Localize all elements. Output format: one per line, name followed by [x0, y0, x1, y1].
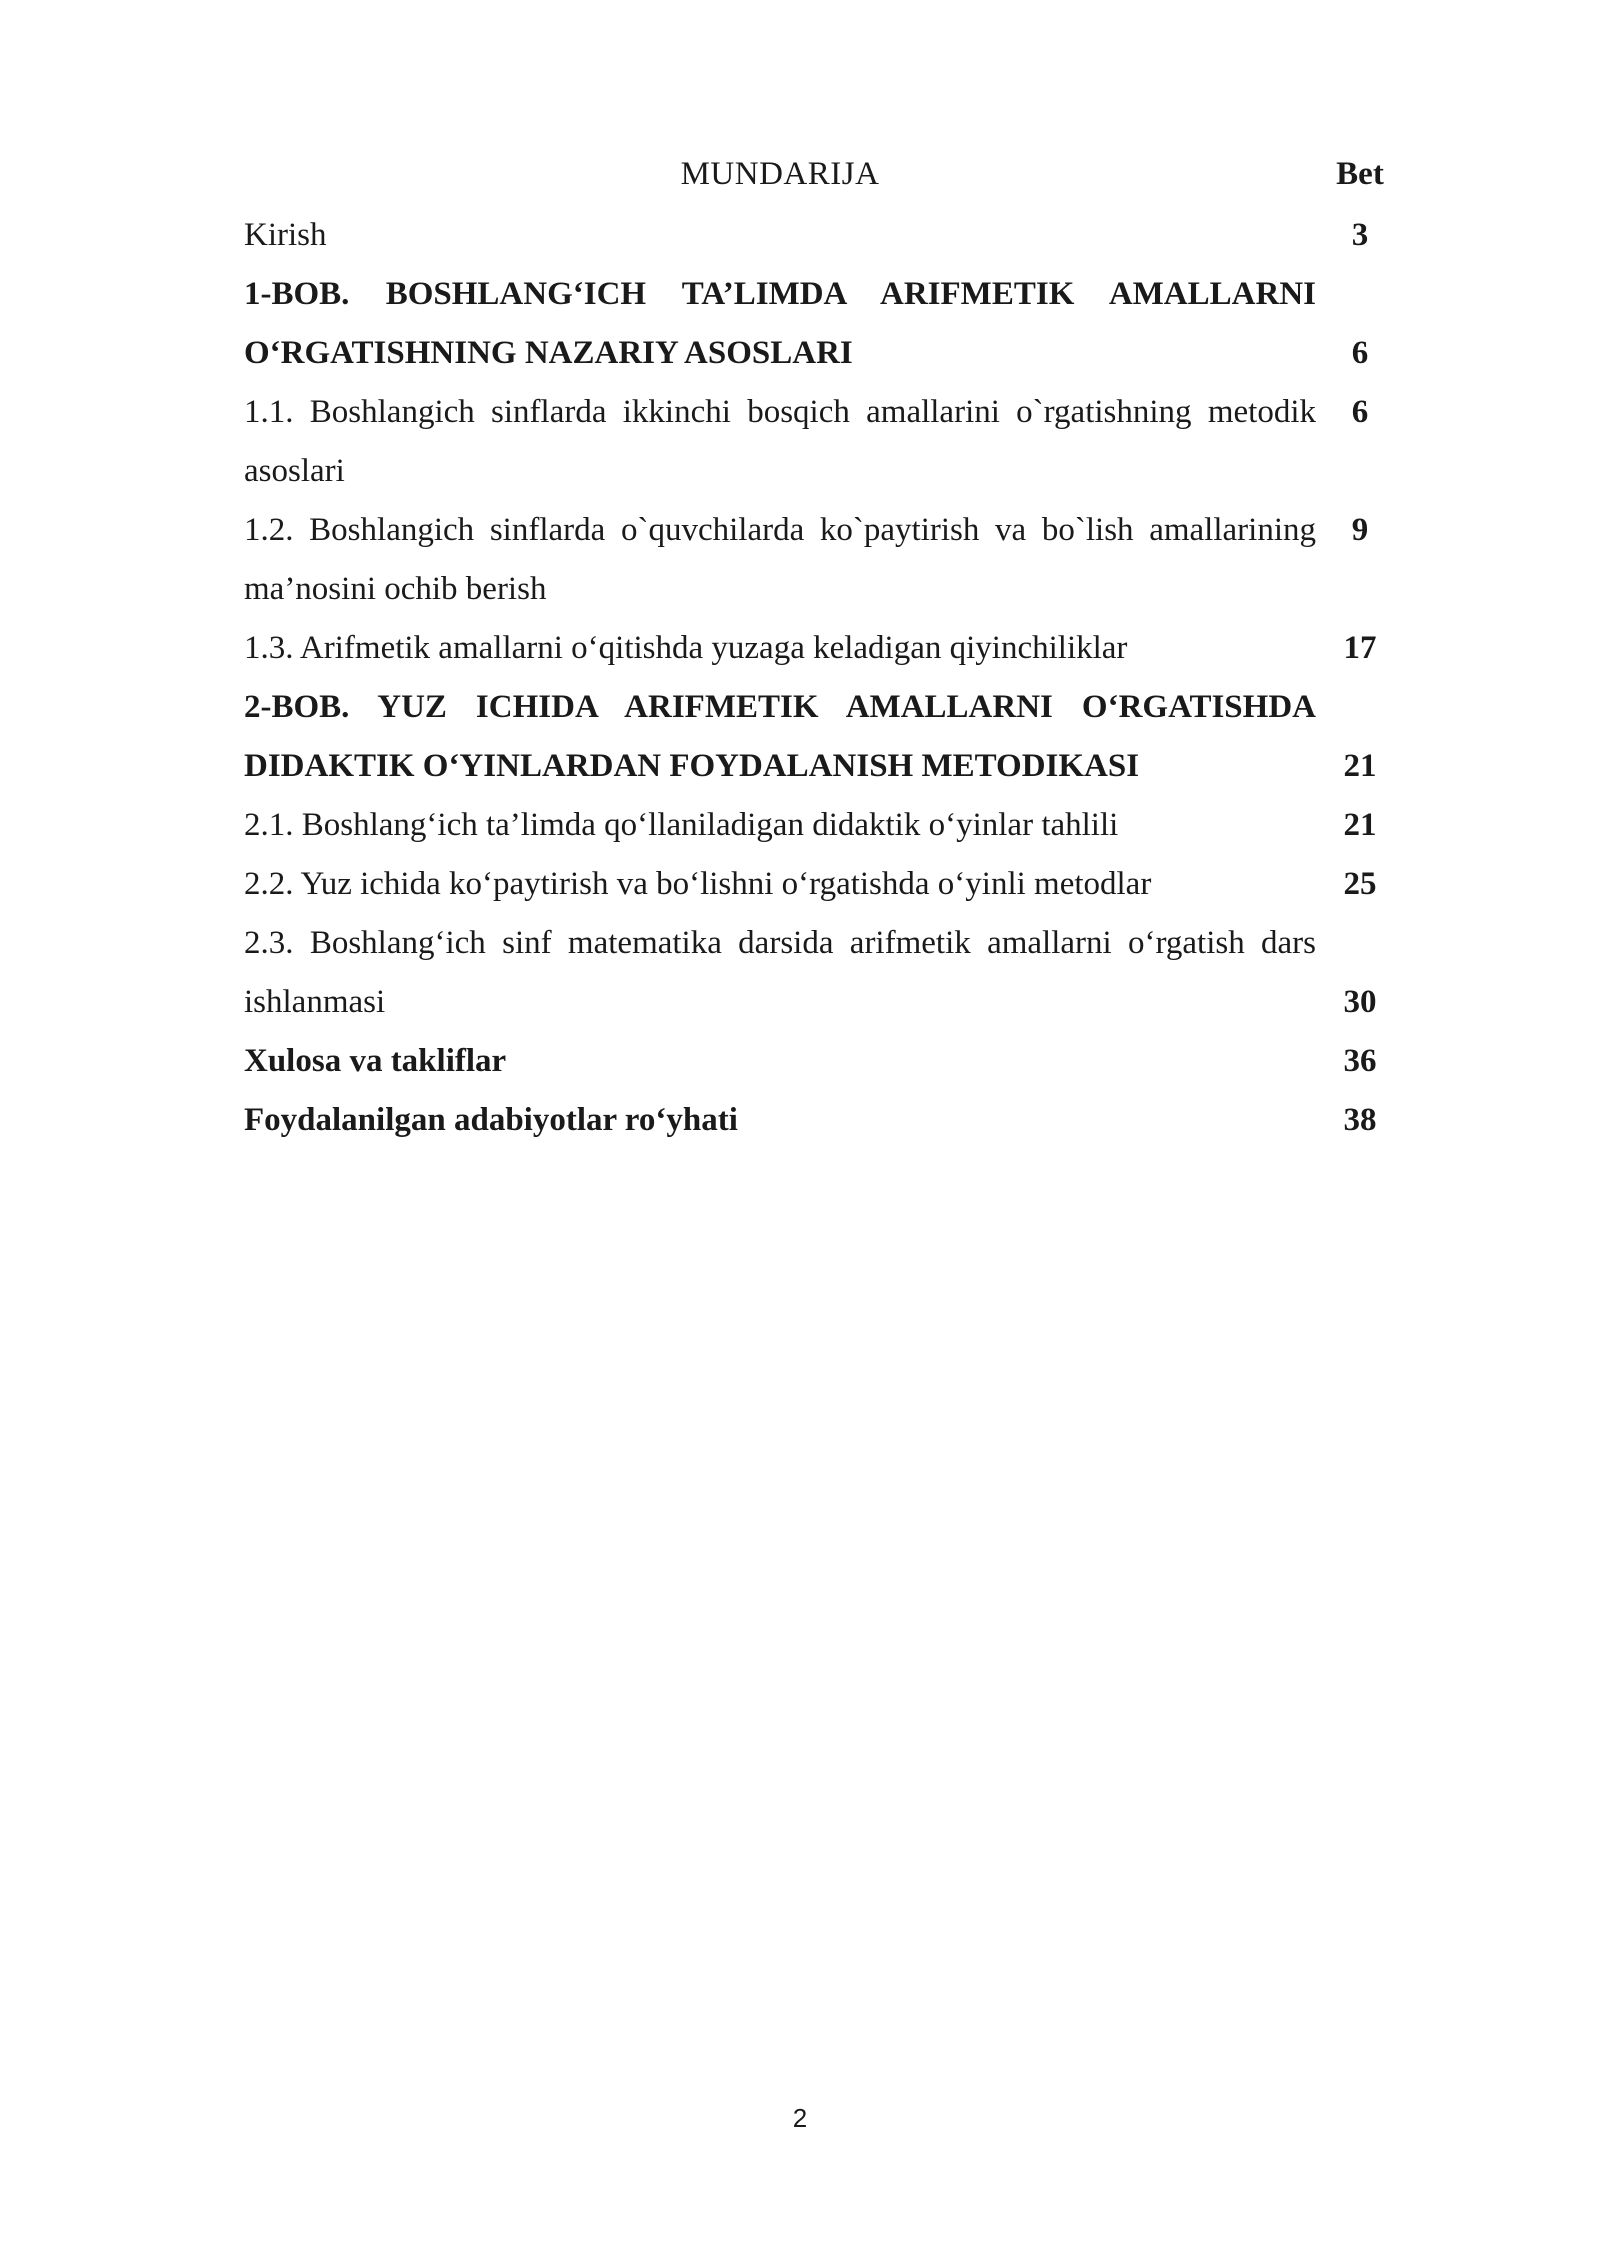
toc-entry-text: 1.3. Arifmetik amallarni o‘qitishda yuzaga keladigan qiyinchiliklar	[244, 630, 1128, 666]
toc-entry-references	[244, 1091, 1404, 1150]
toc-entry-text: 1.2. Boshlangich sinflarda o`quvchilarda ko`paytirish va bo`lish amallarining ma’nosini ochib berish	[244, 512, 1316, 607]
toc-entry-section-1-2	[244, 501, 1404, 619]
toc-entry-kirish	[244, 206, 1404, 265]
toc-entry-section-2-2	[244, 855, 1404, 914]
toc-entry-page: 25	[1343, 866, 1377, 902]
toc-entry-page: 38	[1343, 1102, 1377, 1138]
toc-entry-text: 1.1. Boshlangich sinflarda ikkinchi bosqich amallarini o`rgatishning metodik asoslari	[244, 394, 1316, 489]
page-column-label: Bet	[1336, 156, 1384, 192]
toc-entry-page: 36	[1343, 1043, 1377, 1079]
toc-entry-page: 21	[1343, 748, 1377, 784]
toc-entry-page: 17	[1343, 630, 1377, 666]
toc-entry-conclusion	[244, 1032, 1404, 1091]
toc-entry-section-2-3	[244, 914, 1404, 1032]
toc-entry-page: 21	[1343, 807, 1377, 843]
toc-entry-text: Foydalanilgan adabiyotlar ro‘yhati	[244, 1102, 738, 1138]
toc-header	[244, 150, 1404, 198]
toc-entry-section-1-1	[244, 383, 1404, 501]
toc-entry-text: Kirish	[244, 217, 327, 253]
page-number: 2	[792, 2103, 808, 2133]
toc-entry-page: 3	[1351, 217, 1369, 253]
toc-entry-page: 6	[1351, 394, 1369, 430]
toc-entry-text: 1-BOB. BOSHLANG‘ICH TA’LIMDA ARIFMETIK AMALLARNI O‘RGATISHNING NAZARIY ASOSLARI	[244, 276, 1316, 371]
toc-entry-page: 30	[1343, 984, 1377, 1020]
toc-entry-text: 2.1. Boshlang‘ich ta’limda qo‘llaniladigan didaktik o‘yinlar tahlili	[244, 807, 1119, 843]
toc-entry-text: 2-BOB. YUZ ICHIDA ARIFMETIK AMALLARNI O‘RGATISHDA DIDAKTIK O‘YINLARDAN FOYDALANISH METODIKASI	[244, 689, 1316, 784]
toc-entry-page: 6	[1351, 335, 1369, 371]
toc-entry-chapter-1	[244, 265, 1404, 383]
toc-entry-section-2-1	[244, 796, 1404, 855]
toc-entry-text: Xulosa va takliflar	[244, 1043, 507, 1079]
toc-title: MUNDARIJA	[680, 156, 880, 192]
toc-entry-page: 9	[1351, 512, 1369, 548]
toc-entry-section-1-3	[244, 619, 1404, 678]
toc-list	[244, 206, 1404, 1150]
toc-entry-text: 2.2. Yuz ichida ko‘paytirish va bo‘lishni o‘rgatishda o‘yinli metodlar	[244, 866, 1152, 902]
toc-entry-chapter-2	[244, 678, 1404, 796]
toc-entry-text: 2.3. Boshlang‘ich sinf matematika darsida arifmetik amallarni o‘rgatish dars ishlanmasi	[244, 925, 1316, 1020]
